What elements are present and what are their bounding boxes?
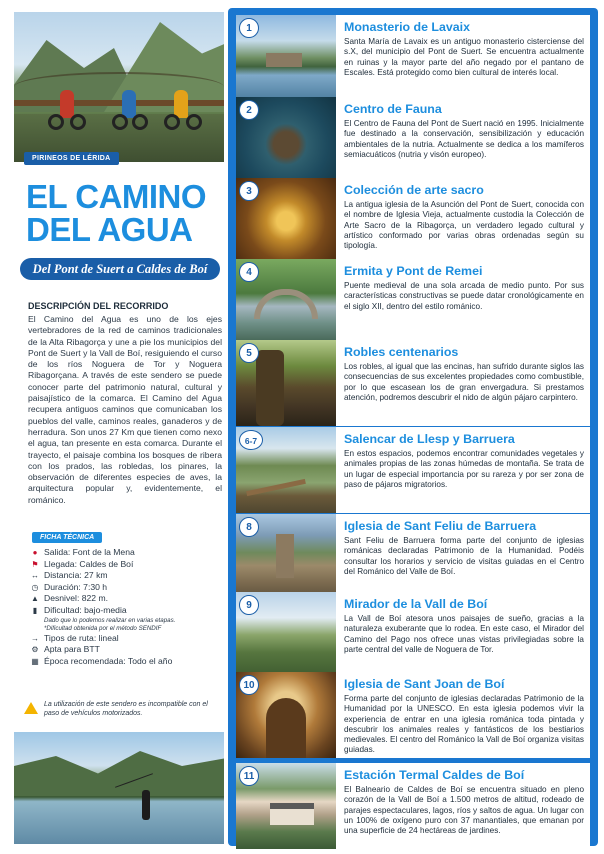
- poi-number: 11: [239, 766, 259, 786]
- poi-item-1: [236, 15, 590, 101]
- ficha-epoca: ▦ Época recomendada: Todo el año: [31, 655, 173, 666]
- poi-photo: [236, 97, 336, 183]
- poi-number: 2: [239, 100, 259, 120]
- page-title: EL CAMINO DEL AGUA: [26, 178, 207, 248]
- poi-number: 8: [239, 517, 259, 537]
- poi-number: 9: [239, 595, 259, 615]
- poi-title: Centro de Fauna: [344, 102, 442, 116]
- poi-photo: [236, 763, 336, 849]
- poi-item-4: [236, 259, 590, 345]
- poi-title: Salencar de Llesp y Barruera: [344, 432, 515, 446]
- poi-item-2: [236, 97, 590, 183]
- bike-icon: ⚙: [31, 645, 39, 655]
- poi-number: 3: [239, 181, 259, 201]
- poi-item-10: [236, 672, 590, 758]
- arrow-right-icon: →: [31, 633, 39, 643]
- clock-icon: ◷: [31, 582, 39, 592]
- poi-title: Estación Termal Caldes de Boí: [344, 768, 525, 782]
- poi-text: La Vall de Boí atesora unos paisajes de sueño, gracias a la naturaleza exuberante que lo rodea. En este caso, el Mirador del Camino del Pago nos ofrece unas vistas privilegiadas sobre la parte central del valle de Noguera de Tor.: [344, 614, 584, 654]
- poi-photo: [236, 427, 336, 513]
- poi-text: Puente medieval de una sola arcada de medio punto. Por sus características constructivas se puede datar cronológicamente en el siglo XII, dentro del estilo románico.: [344, 281, 584, 311]
- poi-item-3: [236, 178, 590, 264]
- distance-icon: ↔: [31, 571, 39, 581]
- left-column: [14, 12, 224, 844]
- ficha-salida: ● Salida: Font de la Mena: [30, 547, 226, 559]
- poi-title: Monasterio de Lavaix: [344, 20, 471, 34]
- ficha-dificultad: ▮ Dificultad: bajo-media: [30, 605, 226, 617]
- poi-photo: [236, 672, 336, 758]
- description-text: El Camino del Agua es uno de los ejes vertebradores de la red de caminos tradicionales de la Alta Ribagorça y une a pie los municipios del Pont de Suert y la Vall de Boí, resiguiendo el curso de los ríos Noguera de Tor y Noguera Ribagorçana. A través de este sendero se puede conocer parte del patrimonio natural, cultural y paisajístico de la comarca. El Camino del Agua recupera antiguos caminos que comunicaban los pueblos del valle, caminos reales, ganaderos y de herradura. Son unos 27 Km que tienen como nexo el agua, tan presente en esta comarca. Durante el trayecto, el paisaje combina los bosques de ribera con los prados, las robledas, los pinares, la observación de diferentes especies de aves, la arquitectura popular y, evidentemente, el románico.: [28, 314, 222, 505]
- calendar-icon: ▦: [31, 656, 39, 666]
- region-tag: PIRINEOS DE LÉRIDA: [24, 152, 119, 165]
- poi-title: Ermita y Pont de Remei: [344, 264, 483, 278]
- poi-text: Santa María de Lavaix es un antiguo monasterio cisterciense del s.X, del municipio del Pont de Suert. Se encuentra actualmente en ruinas y la mayor parte del año negado por el pantano de Escales. Está protegido como bien cultural de interés local.: [344, 37, 584, 77]
- ficha-nota-2: *Dificultad obtenida por el método SENDIF: [44, 624, 162, 632]
- ficha-llegada: ⚑ Llegada: Caldes de Boí: [31, 558, 134, 569]
- flag-icon: ⚑: [31, 559, 39, 569]
- subtitle: Del Pont de Suert a Caldes de Boí: [20, 258, 220, 280]
- poi-item-9: [236, 592, 590, 678]
- ficha-tag: FICHA TÉCNICA: [32, 532, 102, 543]
- poi-title: Mirador de la Vall de Boí: [344, 597, 488, 611]
- poi-photo: [236, 592, 336, 678]
- location-pin-icon: ●: [32, 548, 38, 557]
- poi-title: Colección de arte sacro: [344, 183, 484, 197]
- elevation-icon: ▲: [31, 594, 39, 604]
- poi-photo: [236, 15, 336, 101]
- poi-title: Iglesia de Sant Joan de Boí: [344, 677, 505, 691]
- poi-text: El Balneario de Caldes de Boí se encuentra situado en pleno corazón de la Vall de Boí a 1.500 metros de altitud, rodeado de parajes espectaculares, lagos, ríos y saltos de agua. Un lugar con un 100% de oxígeno puro con 37 manantiales, que emanan por una superficie de 24 hectáreas de jardines.: [344, 785, 584, 836]
- poi-text: La antigua iglesia de la Asunción del Pont de Suert, conocida con el nombre de Iglesia Vieja, actualmente custodia la Colección de Arte Sacro de la Ribagorça, un verdadero legado cultural y artístico conformado por varias obras ordenadas según su tipología.: [344, 200, 584, 251]
- warning-icon: [24, 702, 38, 714]
- ficha-btt: ⚙ Apta para BTT: [31, 644, 100, 655]
- poi-number: 4: [239, 262, 259, 282]
- poi-number: 10: [239, 675, 259, 695]
- lake-fisher-photo: [14, 732, 224, 844]
- poi-text: Los robles, al igual que las encinas, han sufrido durante siglos las consecuencias de sus excelentes propiedades como combustible, por lo que escasean los de gran envergadura. Si prestamos atención, podremos descubrir el nido de algún pájaro carpintero.: [344, 362, 584, 402]
- poi-number: 5: [239, 343, 259, 363]
- poi-photo: [236, 514, 336, 600]
- poi-item-8: [236, 514, 590, 600]
- warning-text: La utilización de este sendero es incompatible con el paso de vehículos motorizados.: [44, 701, 208, 717]
- poi-photo: [236, 178, 336, 264]
- ficha-tipos: → Tipos de ruta: lineal: [31, 632, 119, 643]
- ficha-nota-1: Dado que lo podemos realizar en varias etapas.: [44, 616, 176, 624]
- poi-photo: [236, 259, 336, 345]
- poi-photo: [236, 340, 336, 426]
- poi-number: 6-7: [239, 430, 263, 450]
- poi-text: El Centro de Fauna del Pont de Suert nació en 1995. Inicialmente fue destinado a la conservación, sensibilización y educación ambientales de la nutria. Actualmente se dedica a los mamíferos semiacuáticos (nutria y visón europeo).: [344, 119, 584, 159]
- ficha-distancia: ↔ Distancia: 27 km: [31, 570, 108, 581]
- points-of-interest-panel: [228, 8, 598, 846]
- cyclists-photo: [14, 12, 224, 162]
- poi-item-11: [236, 763, 590, 849]
- poi-text: Sant Feliu de Barruera forma parte del conjunto de iglesias románicas declaradas Patrimonio de la Humanidad. Podéis consultar los horarios y servicio de visitas guiadas en el Centro del Románico del Valle de Boí.: [344, 536, 584, 576]
- poi-number: 1: [239, 18, 259, 38]
- description-heading: DESCRIPCIÓN DEL RECORRIDO: [28, 301, 169, 311]
- poi-title: Iglesia de Sant Feliu de Barruera: [344, 519, 537, 533]
- ficha-desnivel: ▲ Desnivel: 822 m.: [31, 593, 109, 604]
- poi-title: Robles centenarios: [344, 345, 459, 359]
- poi-item-6-7: [236, 427, 590, 513]
- ficha-list: [30, 547, 226, 667]
- warning-box: [24, 700, 220, 718]
- poi-item-5: [236, 340, 590, 426]
- difficulty-icon: ▮: [32, 605, 38, 615]
- poi-text: En estos espacios, podemos encontrar comunidades vegetales y animales propias de las zonas húmedas de montaña. Se trata de un lugar de especial importancia por su rareza y por ser zona de paso de pájaros migratorios.: [344, 449, 584, 489]
- poi-text: Forma parte del conjunto de iglesias declaradas Patrimonio de la Humanidad por la UNESCO. En esta iglesia podemos vivir la experiencia de entrar en una iglesia románica toda pintada y descubrir los animales reales y fantásticos de los bestiarios medievales. El centro del Románico la Vall de Boí organiza visitas guiadas.: [344, 694, 584, 755]
- ficha-duracion: ◷ Duración: 7:30 h: [31, 581, 108, 592]
